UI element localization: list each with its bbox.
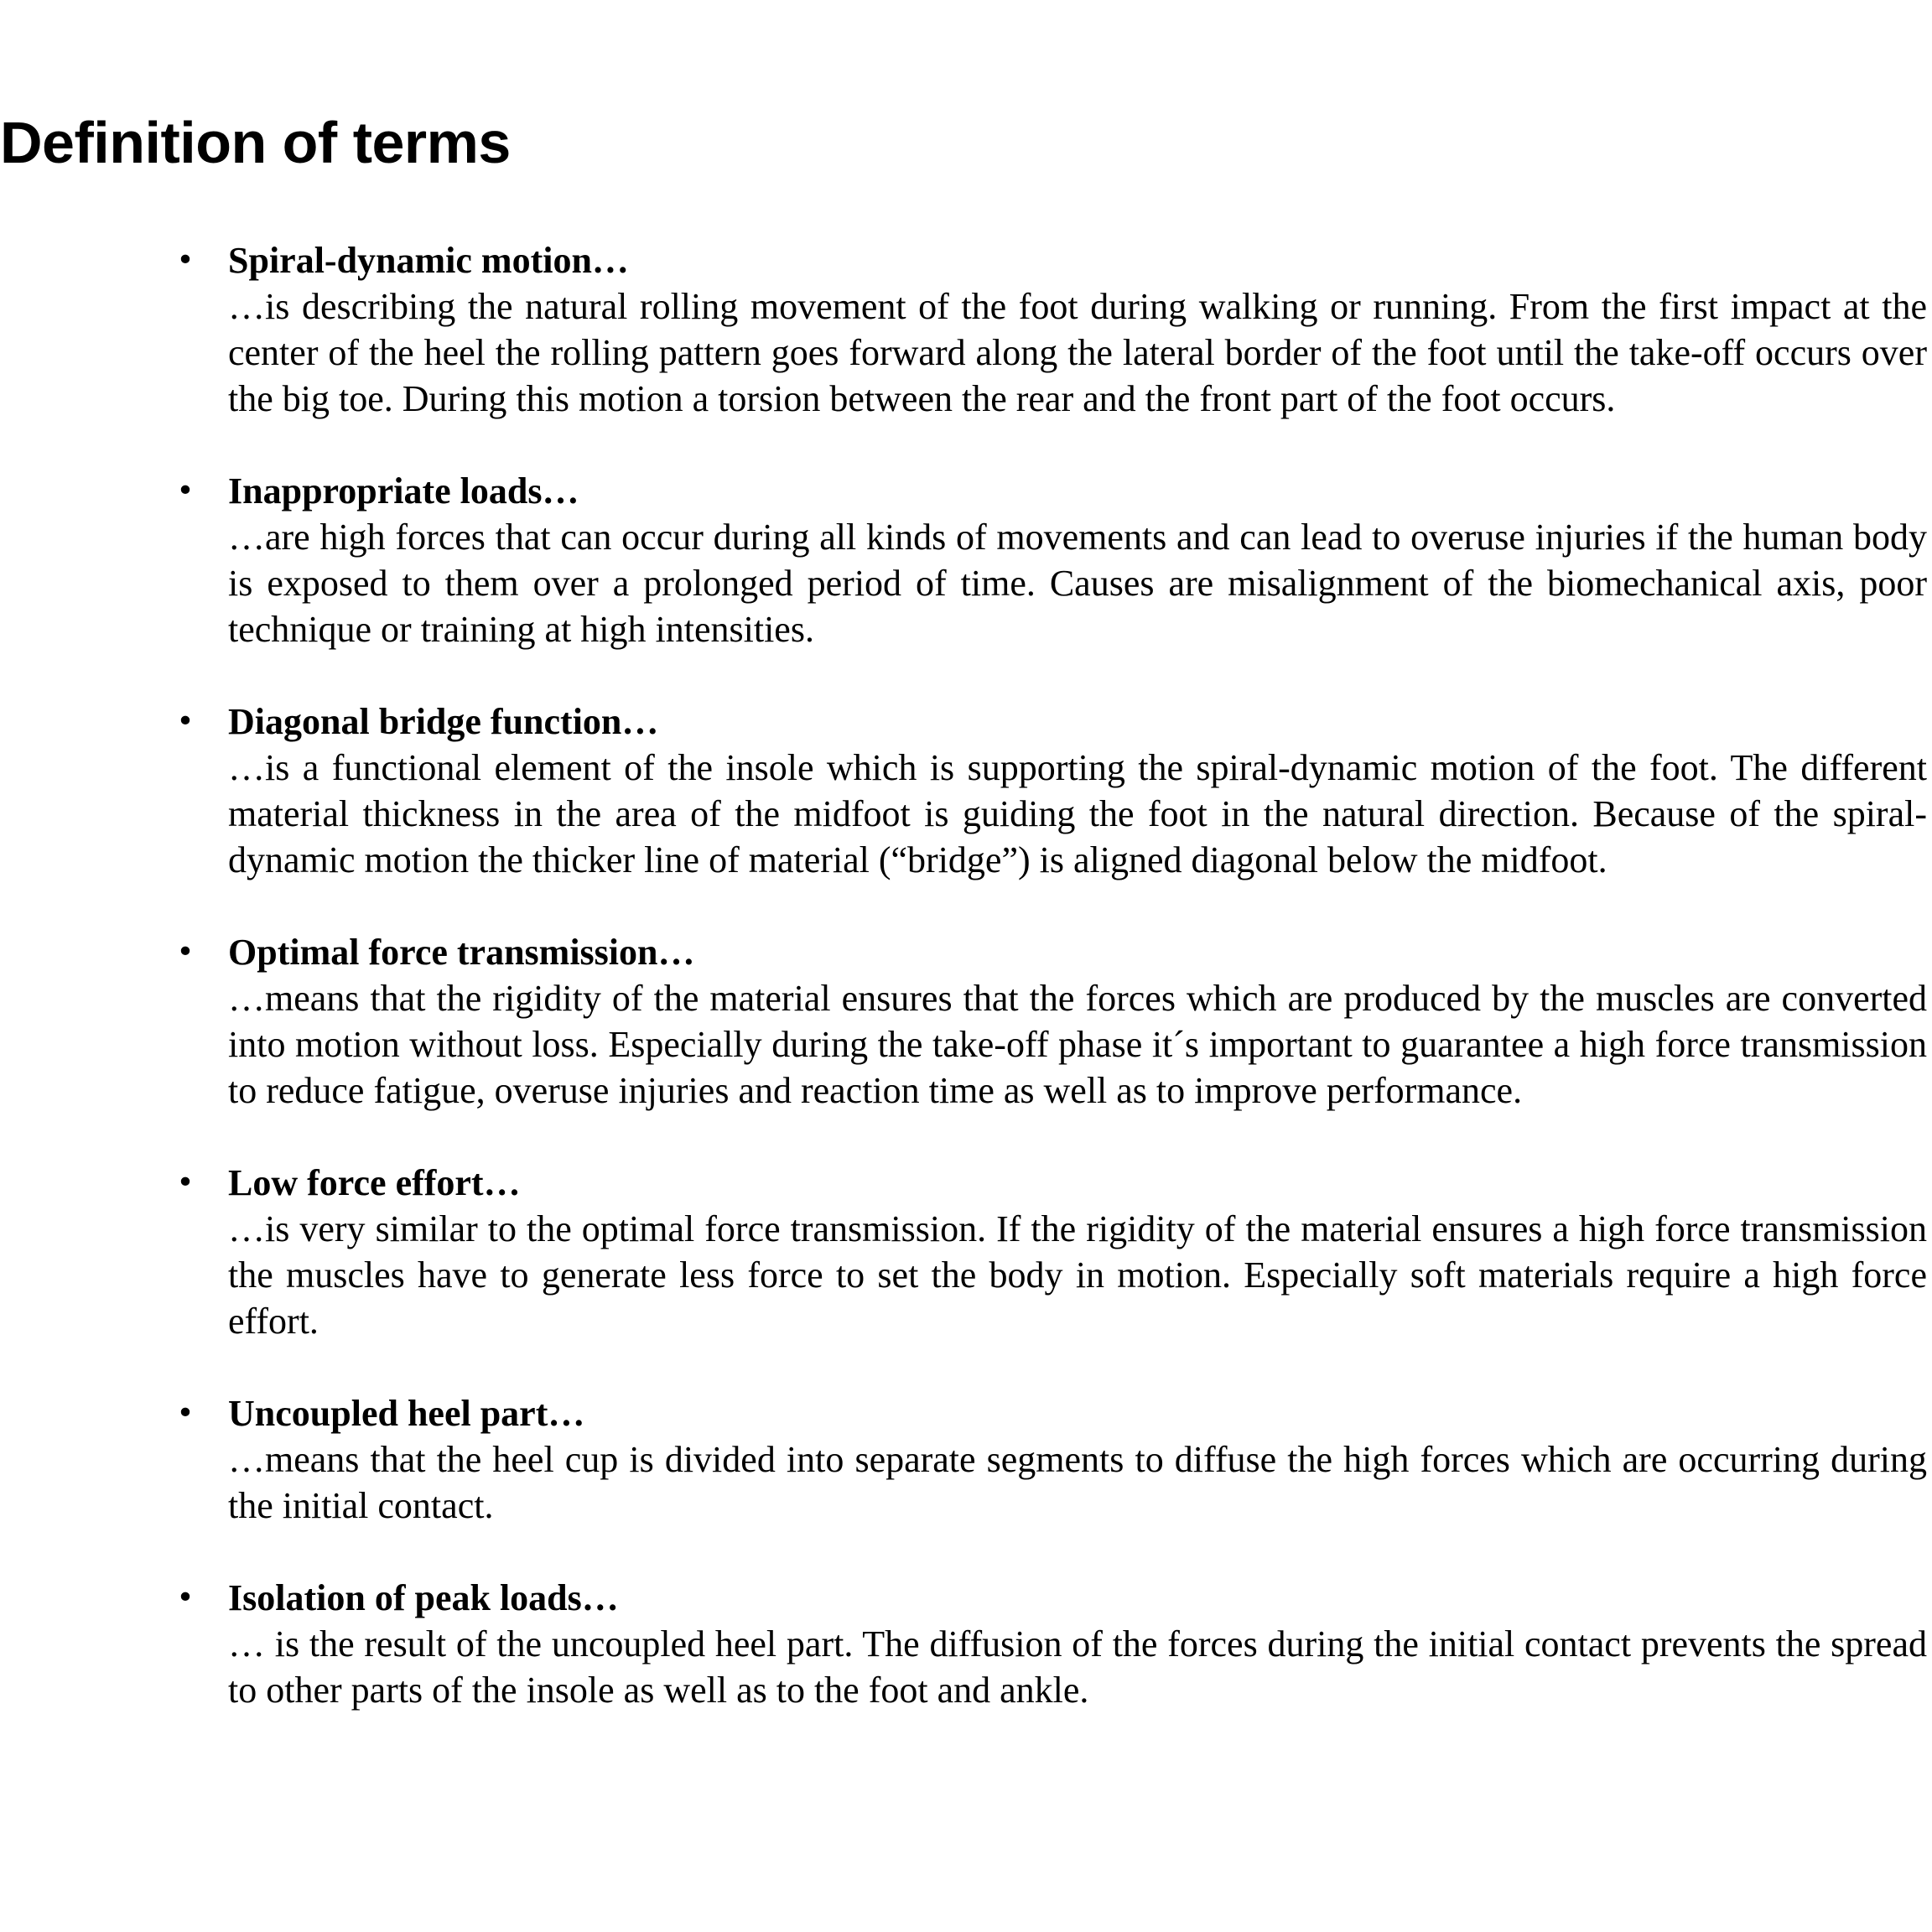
term-name: Low force effort… [228,1162,521,1203]
term-item-uncoupled-heel-part [176,1390,1927,1529]
term-item-inappropriate-loads [176,468,1927,652]
term-item-diagonal-bridge-function [176,699,1927,883]
term-definition: …means that the heel cup is divided into separate segments to diffuse the high forces which are occurring during the initial contact. [228,1439,1927,1526]
term-definition: …is a functional element of the insole which is supporting the spiral-dynamic motion of the foot. The different material thickness in the area of the midfoot is guiding the foot in the natural direction. Because of the spiral-dynamic motion the thicker line of material (“bridge”) is aligned diagonal below the midfoot. [228,747,1927,880]
term-name: Isolation of peak loads… [228,1577,619,1618]
term-name: Spiral-dynamic motion… [228,240,629,281]
term-item-low-force-effort [176,1160,1927,1344]
term-name: Inappropriate loads… [228,470,579,512]
bullet-icon: • [176,243,195,278]
term-item-isolation-of-peak-loads [176,1575,1927,1713]
bullet-icon: • [176,474,195,508]
term-name: Uncoupled heel part… [228,1393,585,1434]
term-definition: …are high forces that can occur during all kinds of movements and can lead to overuse injuries if the human body is exposed to them over a prolonged period of time. Causes are misalignment of the biomechanical axis, poor technique or training at high intensities. [228,517,1927,650]
bullet-icon: • [176,1396,195,1431]
term-name: Optimal force transmission… [228,932,695,973]
term-item-spiral-dynamic-motion [176,237,1927,422]
bullet-icon: • [176,935,195,969]
term-list [0,237,1932,1713]
term-definition: …is very similar to the optimal force transmission. If the rigidity of the material ensures a high force transmission the muscles have to generate less force to set the body in motion. Especially soft materials require a high force effort. [228,1208,1927,1342]
bullet-icon: • [176,1166,195,1200]
bullet-icon: • [176,1581,195,1615]
term-definition: …means that the rigidity of the material ensures that the forces which are produced by the muscles are converted into motion without loss. Especially during the take-off phase it´s important to guarantee a high force transmission to reduce fatigue, overuse injuries and reaction time as well as to improve performance. [228,978,1927,1111]
bullet-icon: • [176,704,195,739]
page-title: Definition of terms [0,110,511,175]
term-definition: … is the result of the uncoupled heel part. The diffusion of the forces during the initial contact prevents the spread to other parts of the insole as well as to the foot and ankle. [228,1623,1927,1711]
term-definition: …is describing the natural rolling movement of the foot during walking or running. From the first impact at the center of the heel the rolling pattern goes forward along the lateral border of the foot until the take-off occurs over the big toe. During this motion a torsion between the rear and the front part of the foot occurs. [228,286,1927,419]
term-name: Diagonal bridge function… [228,701,659,742]
term-item-optimal-force-transmission [176,929,1927,1114]
